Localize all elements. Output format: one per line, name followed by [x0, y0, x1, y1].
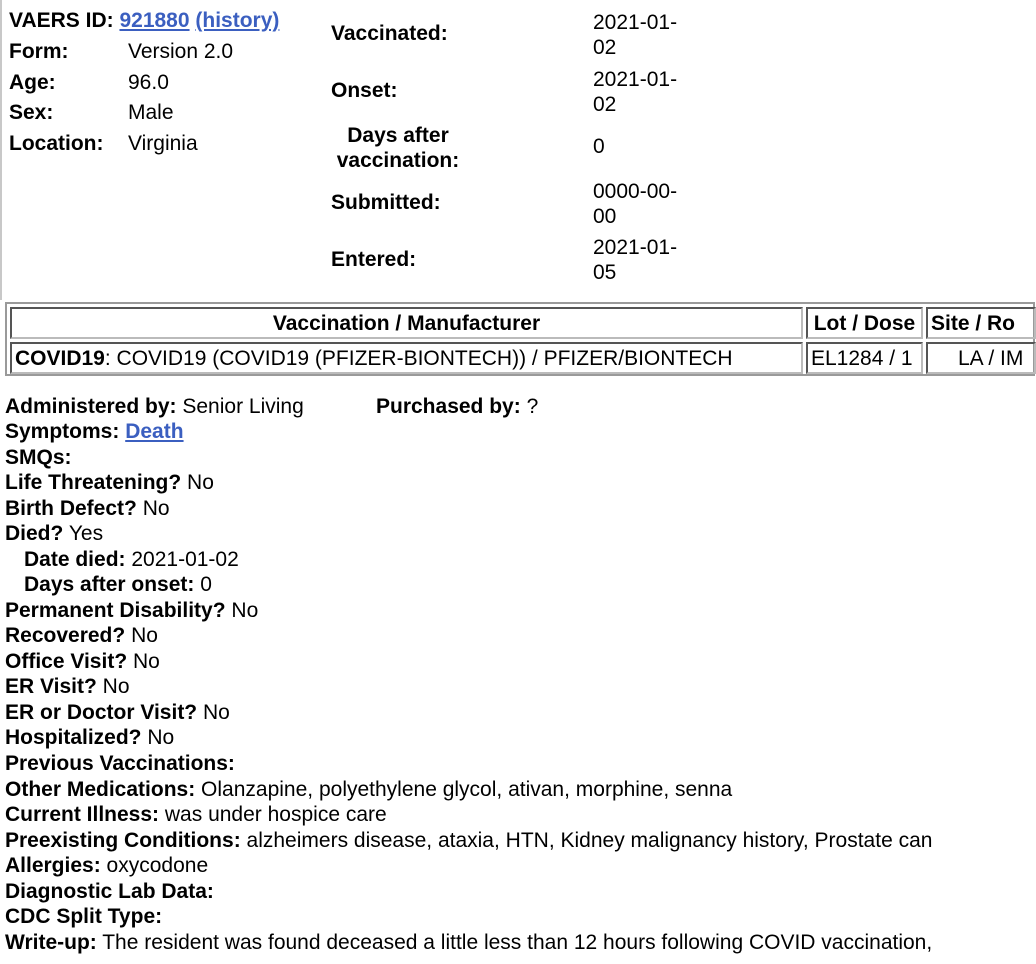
entered-value-line2: 05 [593, 261, 617, 284]
hospitalized-label: Hospitalized? [5, 726, 142, 749]
recovered-row [5, 624, 158, 648]
previous-vaccinations-label: Previous Vaccinations: [5, 752, 235, 775]
write-up-row [5, 931, 932, 955]
permanent-disability-label: Permanent Disability? [5, 599, 226, 622]
vaers-id-row [9, 9, 279, 33]
symptom-death-link[interactable]: Death [125, 420, 184, 443]
days-after-onset-value: 0 [200, 573, 212, 596]
table-header-vaccination: Vaccination / Manufacturer [10, 307, 803, 339]
form-label: Form: [9, 40, 69, 63]
history-link[interactable]: (history) [195, 9, 280, 32]
birth-defect-row [5, 497, 170, 521]
table-row-vaccine [10, 342, 803, 374]
life-threatening-label: Life Threatening? [5, 471, 182, 494]
administered-label: Administered by: [5, 395, 177, 418]
purchased-label: Purchased by: [376, 395, 521, 418]
preexisting-conditions-label: Preexisting Conditions: [5, 829, 241, 852]
smqs-label: SMQs: [5, 446, 72, 469]
birth-defect-value: No [142, 497, 170, 520]
entered-label: Entered: [331, 248, 417, 271]
administered-row [5, 395, 304, 419]
vaccine-description: : COVID19 (COVID19 (PFIZER-BIONTECH)) / PFIZER/BIONTECH [104, 347, 733, 370]
vaccinated-value-line1: 2021-01- [593, 11, 678, 34]
er-doctor-visit-row [5, 701, 230, 725]
onset-value-line1: 2021-01- [593, 68, 678, 91]
submitted-value [593, 179, 677, 229]
vaers-id-label: VAERS ID: [9, 9, 114, 32]
days-after-vaccination-value: 0 [593, 135, 605, 158]
form-value: Version 2.0 [128, 40, 234, 63]
preexisting-conditions-row [5, 829, 932, 853]
days-after-label-line2: vaccination: [336, 149, 460, 172]
submitted-value-line1: 0000-00- [593, 180, 678, 203]
er-visit-label: ER Visit? [5, 675, 97, 698]
days-after-label-line1: Days after [347, 124, 449, 147]
write-up-label: Write-up: [5, 931, 97, 954]
vaers-id-link[interactable]: 921880 [119, 9, 190, 32]
cdc-split-type-label: CDC Split Type: [5, 905, 163, 928]
sex-value: Male [128, 101, 174, 124]
current-illness-row [5, 803, 387, 827]
life-threatening-value: No [187, 471, 214, 494]
vaccinated-value [593, 10, 677, 60]
er-doctor-visit-value: No [202, 701, 230, 724]
died-label: Died? [5, 522, 64, 545]
date-died-value: 2021-01-02 [131, 548, 239, 571]
entered-value [593, 235, 677, 285]
birth-defect-label: Birth Defect? [5, 497, 137, 520]
smqs-row [5, 446, 72, 470]
days-after-onset-row [24, 573, 212, 597]
recovered-label: Recovered? [5, 624, 126, 647]
age-label: Age: [9, 71, 56, 94]
left-border [0, 0, 2, 300]
cdc-split-type-row [5, 905, 162, 929]
onset-value [593, 67, 677, 117]
other-medications-label: Other Medications: [5, 778, 196, 801]
er-visit-value: No [102, 675, 130, 698]
sex-label: Sex: [9, 101, 54, 124]
administered-value: Senior Living [182, 395, 304, 418]
office-visit-value: No [133, 650, 160, 673]
location-value: Virginia [128, 132, 198, 155]
current-illness-value: was under hospice care [164, 803, 387, 826]
location-label: Location: [9, 132, 104, 155]
permanent-disability-row [5, 599, 258, 623]
permanent-disability-value: No [231, 599, 259, 622]
symptoms-label: Symptoms: [5, 420, 120, 443]
allergies-row [5, 854, 208, 878]
preexisting-conditions-value: alzheimers disease, ataxia, HTN, Kidney malignancy history, Prostate can [246, 829, 933, 852]
allergies-label: Allergies: [5, 854, 101, 877]
hospitalized-row [5, 726, 174, 750]
life-threatening-row [5, 471, 214, 495]
age-value: 96.0 [128, 71, 169, 94]
table-header-site-route: Site / Ro [926, 307, 1036, 339]
other-medications-value: Olanzapine, polyethylene glycol, ativan, morphine, senna [201, 778, 733, 801]
date-died-row [24, 548, 239, 572]
date-died-label: Date died: [24, 548, 126, 571]
office-visit-label: Office Visit? [5, 650, 128, 673]
hospitalized-value: No [147, 726, 175, 749]
table-cell-site-route: LA / IM [926, 342, 1036, 374]
office-visit-row [5, 650, 160, 674]
days-after-vaccination-label [331, 123, 465, 173]
vaccine-code: COVID19 [15, 347, 105, 370]
symptoms-row [5, 420, 184, 444]
previous-vaccinations-row [5, 752, 235, 776]
current-illness-label: Current Illness: [5, 803, 160, 826]
purchased-row [376, 395, 538, 419]
onset-value-line2: 02 [593, 93, 617, 116]
table-header-lot-dose: Lot / Dose [806, 307, 923, 339]
days-after-onset-label: Days after onset: [24, 573, 195, 596]
allergies-value: oxycodone [106, 854, 209, 877]
other-medications-row [5, 778, 732, 802]
onset-label: Onset: [331, 79, 398, 102]
entered-value-line1: 2021-01- [593, 236, 678, 259]
vaccinated-value-line2: 02 [593, 36, 617, 59]
died-value: Yes [68, 522, 104, 545]
submitted-label: Submitted: [331, 191, 441, 214]
submitted-value-line2: 00 [593, 205, 617, 228]
recovered-value: No [131, 624, 158, 647]
er-visit-row [5, 675, 130, 699]
died-row [5, 522, 103, 546]
write-up-value: The resident was found deceased a little less than 12 hours following COVID vaccination, [102, 931, 933, 954]
table-cell-lot-dose: EL1284 / 1 [806, 342, 923, 374]
diagnostic-lab-row [5, 880, 214, 904]
diagnostic-lab-label: Diagnostic Lab Data: [5, 880, 214, 903]
vaccinated-label: Vaccinated: [331, 22, 448, 45]
purchased-value: ? [526, 395, 539, 418]
er-doctor-visit-label: ER or Doctor Visit? [5, 701, 198, 724]
